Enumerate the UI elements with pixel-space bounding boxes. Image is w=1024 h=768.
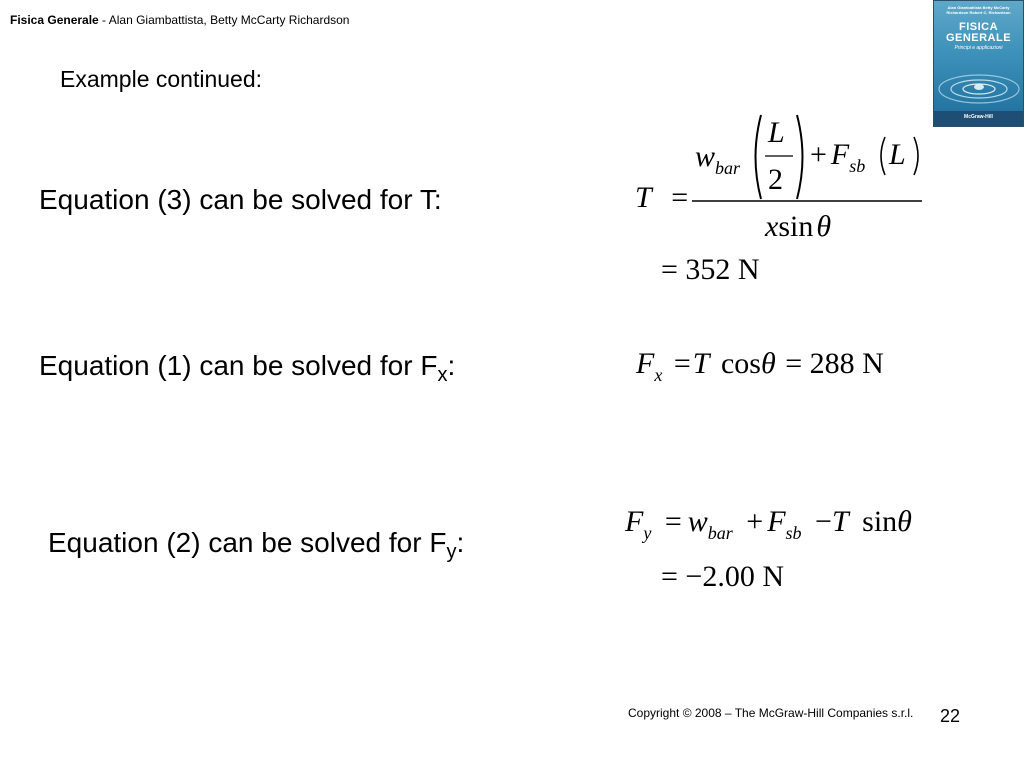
eq1-F-sub: x [654,365,663,385]
eq3-L2: L [889,138,906,171]
equation-2 [625,505,912,544]
eq1-theta: θ [760,347,776,380]
eq3-w-sub: bar [715,158,741,178]
eq3-F: F [830,138,850,171]
equation-2-label [48,527,464,564]
equation-1 [636,347,884,386]
eq2-equals: = [664,505,682,538]
eq3-right-paren [794,112,810,202]
eq3-frac-num [768,116,785,150]
eq2-label-colon: : [456,527,465,558]
eq3-main-fraction-bar [692,200,922,203]
copyright-footer: Copyright © 2008 – The McGraw-Hill Companies s.r.l. [628,706,914,720]
cover-title: FISICA GENERALE [945,21,1012,44]
eq1-T: T [692,347,710,380]
eq2-minus: − [815,505,832,538]
eq3-F-sub: sb [849,156,866,176]
eq1-label-sub: x [437,364,448,386]
water-drop-illustration [934,1,1024,127]
cover-subtitle: Principi e applicazioni [954,45,1003,51]
page-number: 22 [940,706,961,726]
eq2-theta: θ [897,505,912,538]
book-cover-image [933,0,1024,127]
eq2-w-sub: bar [707,523,733,543]
eq2-F-sub: y [643,523,652,543]
eq1-label-colon: : [447,350,456,381]
eq2-F: F [625,505,644,538]
equation-3-denominator [765,210,831,244]
eq3-theta: θ [816,210,832,243]
book-authors: - Alan Giambattista, Betty McCarty Richardson [98,13,350,27]
eq3-equals: = [671,181,689,214]
eq2-T: T [831,505,849,538]
slide-subtitle: Example continued: [60,66,263,92]
eq1-label-text: Equation (1) can be solved for F [39,350,438,381]
eq3-frac-den: 2 [768,163,783,196]
eq3-w: w [695,140,716,173]
eq1-F: F [636,347,655,380]
eq1-cos: cos [720,347,761,380]
eq2-w: w [687,505,708,538]
eq1-equals: = [673,347,691,380]
book-title: Fisica Generale [10,13,99,27]
eq3-plus: + [810,138,827,171]
equation-3-lhs [635,181,688,215]
eq3-sin: sin [778,210,814,243]
eq2-label-text: Equation (2) can be solved for F [48,527,447,558]
eq2-plus: + [746,505,764,538]
eq2-sin: sin [862,505,898,538]
eq2-label-sub: y [446,541,457,563]
eq2-F2-sub: sb [785,523,802,543]
eq3-frac-bar [765,155,793,158]
equation-3-numerator-start [695,140,740,179]
equation-3-numerator-end [810,138,865,177]
slide-header [10,13,349,27]
eq3-left-paren [748,112,764,202]
eq2-F2: F [767,505,786,538]
eq3-L: L [768,116,785,149]
eq1-result: = 288 N [785,347,884,380]
equation-1-label [39,350,455,387]
cover-publisher: McGraw-Hill [964,114,993,120]
equation-3-label: Equation (3) can be solved for T: [39,184,442,215]
equation-2-result: = −2.00 N [661,560,785,593]
eq3-inner-L [889,138,906,172]
eq3-x: x [765,210,779,243]
eq3-T: T [635,181,652,214]
cover-authors: Alan Giambattista Betty McCarty Richardson Robert C. Richardson [946,5,1011,15]
equation-3-result: = 352 N [661,253,760,286]
